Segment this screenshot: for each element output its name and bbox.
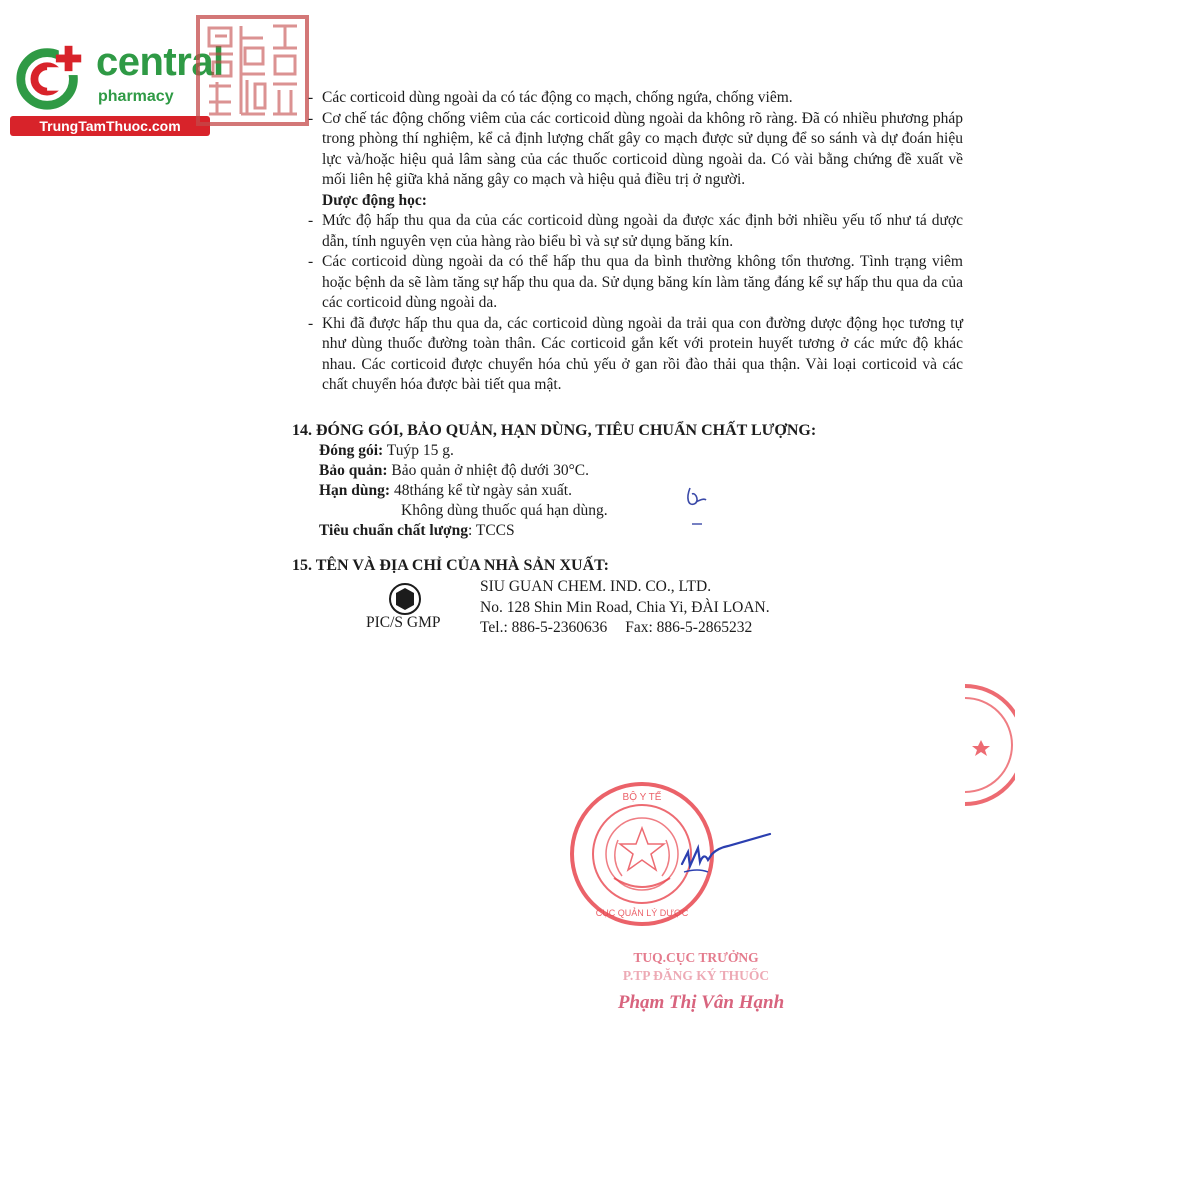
approval-subtitle: P.TP ĐĂNG KÝ THUỐC	[622, 968, 770, 983]
approval-title: TUQ.CỤC TRƯỞNG	[633, 950, 759, 965]
approver-name: Phạm Thị Vân Hạnh	[617, 992, 785, 1013]
packing-field: Đóng gói: Tuýp 15 g.	[319, 442, 454, 459]
pharmacodynamics-text	[308, 88, 963, 396]
partial-seal-stamp-icon	[955, 680, 1015, 810]
pharmacokinetics-heading: Dược động học:	[322, 191, 427, 209]
manufacturer-section	[292, 556, 609, 576]
handwritten-signature-icon	[678, 832, 773, 882]
pharmacy-cross-logo-icon	[12, 38, 90, 116]
seal-top-text: BỘ Y TẾ	[622, 792, 662, 803]
handwritten-initials-icon	[682, 484, 712, 528]
list-dash: -	[308, 109, 314, 127]
list-dash: -	[308, 89, 314, 106]
square-seal-stamp-icon	[195, 14, 310, 127]
storage-field: Bảo quản: Bảo quản ở nhiệt độ dưới 30°C.	[319, 462, 589, 479]
list-item: - Các corticoid dùng ngoài da có thể hấp thu qua da bình thường không tổn thương. Tình trạng viêm hoặc bệnh da sẽ làm tăng sự hấp thu qua da. Sử dụng băng kín làm tăng đáng kể sự hấp thu qua da của các corticoid dùng ngoài da.	[308, 253, 963, 311]
list-dash: -	[308, 253, 314, 270]
list-item: - Cơ chế tác động chống viêm của các corticoid dùng ngoài da không rõ ràng. Đã có nhiều phương pháp trong phòng thí nghiệm, kể cả định lượng chất gây co mạch được sử dụng để so sánh và dự đoán hiệu lực và/hoặc hiệu quả lâm sàng của các thuốc corticoid dùng ngoài da. Có vài bằng chứng đề xuất về mối liên hệ giữa khả năng gây co mạch và hiệu quả điều trị ở người.	[308, 109, 963, 188]
list-dash: -	[308, 212, 314, 229]
manufacturer-info	[480, 577, 770, 639]
section-15-title: 15. TÊN VÀ ĐỊA CHỈ CỦA NHÀ SẢN XUẤT:	[292, 557, 609, 574]
quality-standard-field: Tiêu chuẩn chất lượng: TCCS	[319, 522, 515, 539]
company-contact: Tel.: 886-5-2360636 Fax: 886-5-2865232	[480, 619, 753, 636]
list-item: - Mức độ hấp thu qua da của các corticoid dùng ngoài da được xác định bởi nhiều yếu tố như tá dược dẫn, tính nguyên vẹn của hàng rào biểu bì và sự sử dụng băng kín.	[308, 212, 963, 250]
list-dash: -	[308, 314, 314, 332]
gmp-label: PIC/S GMP	[366, 614, 441, 631]
brand-name: central	[96, 40, 224, 84]
packaging-section	[292, 421, 816, 541]
expiry-note: Không dùng thuốc quá hạn dùng.	[401, 502, 608, 519]
brand-logo	[10, 36, 224, 136]
brand-website: TrungTamThuoc.com	[10, 116, 210, 136]
expiry-field: Hạn dùng: 48tháng kể từ ngày sản xuất.	[319, 482, 572, 499]
gmp-logo-icon	[388, 582, 422, 616]
seal-bottom-text: CỤC QUẢN LÝ DƯỢC	[595, 908, 689, 918]
brand-subtitle: pharmacy	[98, 88, 174, 105]
section-14-title: 14. ĐÓNG GÓI, BẢO QUẢN, HẠN DÙNG, TIÊU CHUẨN CHẤT LƯỢNG:	[292, 422, 817, 439]
list-item: - Khi đã được hấp thu qua da, các corticoid dùng ngoài da trải qua con đường dược động học tương tự như dùng thuốc đường toàn thân. Các corticoid gắn kết với protein huyết tương ở các mức độ khác nhau. Các corticoid được chuyển hóa chủ yếu ở gan rồi đào thải qua thận. Vài loại corticoid và các chất chuyển hóa được bài tiết qua mật.	[308, 314, 963, 393]
company-name: SIU GUAN CHEM. IND. CO., LTD.	[480, 578, 712, 595]
list-item: - Các corticoid dùng ngoài da có tác động co mạch, chống ngứa, chống viêm.	[308, 88, 963, 109]
company-address: No. 128 Shin Min Road, Chia Yi, ĐÀI LOAN.	[480, 598, 770, 616]
